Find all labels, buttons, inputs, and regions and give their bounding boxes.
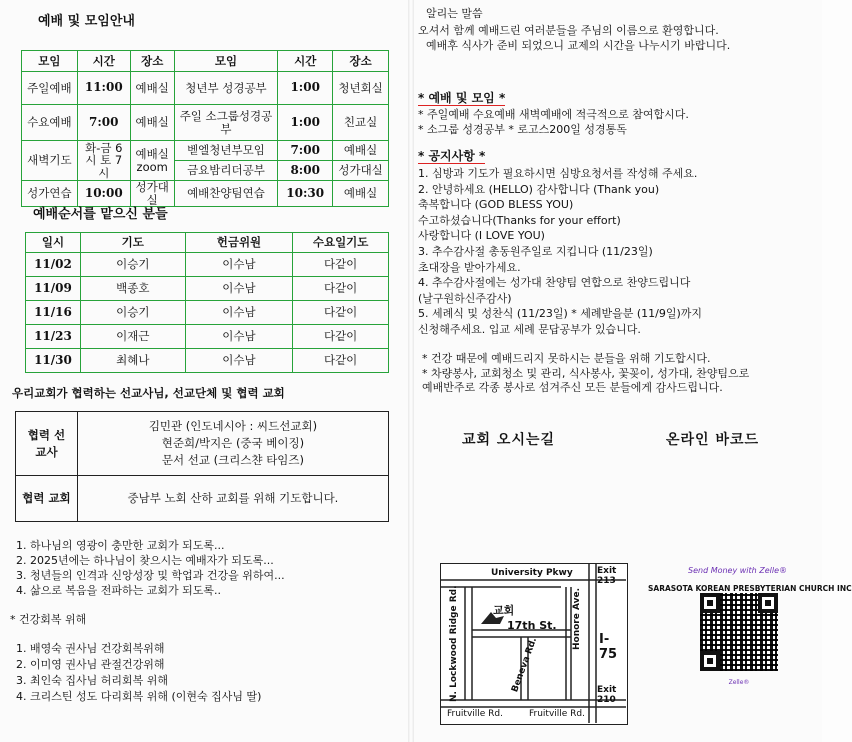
map-label: Exit 213	[597, 566, 617, 586]
service-header: 모임	[174, 51, 278, 72]
cell: 예배실	[130, 72, 174, 105]
cell: 이수남	[185, 349, 293, 373]
table-row	[22, 141, 389, 161]
cell: 벧엘청년부모임	[174, 141, 278, 161]
mission-table	[15, 411, 389, 522]
table-row	[22, 72, 389, 105]
order-header: 수요일기도	[293, 233, 389, 253]
cell: 다같이	[293, 301, 389, 325]
list-item: 3. 최인숙 집사님 허리회복 위해	[16, 674, 168, 687]
list-item: 2. 이미영 권사님 관절건강위해	[16, 658, 165, 671]
map-label: Honore Ave.	[572, 587, 583, 651]
list-item: 예배반주로 각종 봉사로 섬겨주신 모든 분들에게 감사드립니다.	[422, 381, 723, 394]
cell: 다같이	[293, 277, 389, 301]
welcome-text	[418, 23, 730, 53]
cell: 10:30	[278, 181, 333, 207]
order-title: 예배순서를 맡으신 분들	[33, 207, 168, 222]
cell: 청년회실	[333, 72, 389, 105]
service-table	[21, 50, 389, 207]
map-label: Fruitville Rd.	[529, 709, 586, 719]
cell: 최혜나	[80, 349, 185, 373]
zelle-church: SARASOTA KOREAN PRESBYTERIAN CHURCH INC	[648, 584, 852, 593]
list-item: 2. 2025년에는 하나님이 찾으시는 예배자가 되도록...	[16, 554, 274, 567]
health-list	[16, 641, 261, 705]
worship-title-text: * 예배 및 모임 *	[418, 91, 506, 105]
worship-title	[418, 89, 505, 106]
list-item: * 주일예배 수요예배 새벽예배에 적극적으로 참여합시다.	[418, 108, 689, 121]
order-header: 헌금위원	[185, 233, 293, 253]
map-label: Beneva Rd.	[510, 636, 540, 694]
left-page	[0, 0, 408, 742]
qr-finder	[758, 593, 778, 613]
notice2-title-text: * 공지사항 *	[418, 149, 486, 163]
list-item: * 건강 때문에 예배드리지 못하시는 분들을 위해 기도합시다.	[422, 352, 711, 365]
mission-label: 협력 교회	[16, 476, 78, 522]
order-table	[25, 232, 389, 373]
welcome-line: 오셔서 함께 예배드린 여러분들을 주님의 이름으로 환영합니다.	[418, 24, 719, 37]
service-header: 시간	[77, 51, 130, 72]
table-row	[16, 476, 389, 522]
list-item: * 차량봉사, 교회청소 및 관리, 식사봉사, 꽃꽂이, 성가대, 찬양팀으로	[422, 366, 750, 380]
list-item: 신청해주세요. 입교 세례 문답공부가 있습니다.	[418, 322, 641, 336]
service-title: 예배 및 모임안내	[38, 14, 135, 29]
cell: 성가대실	[333, 161, 389, 181]
cell: 10:00	[77, 181, 130, 207]
cell: 새벽기도	[22, 141, 78, 181]
cell: 수요예배	[22, 105, 78, 141]
cell: 청년부 성경공부	[174, 72, 278, 105]
list-item: 2. 안녕하세요 (HELLO) 감사합니다 (Thank you)	[418, 182, 660, 196]
list-item: 사랑합니다 (I LOVE YOU)	[418, 229, 545, 243]
table-row	[26, 325, 389, 349]
list-item: (날구원하신주감사)	[418, 291, 512, 305]
cell: 화-금 6시 토 7시	[77, 141, 130, 181]
cell: 이수남	[185, 277, 293, 301]
zelle-send: Send Money with Zelle®	[688, 566, 788, 575]
list-item: 3. 청년들의 인격과 신앙성장 및 학업과 건강을 위하여...	[16, 569, 285, 582]
cell: 성가대실	[130, 181, 174, 207]
cell: 예배찬양팀연습	[174, 181, 278, 207]
list-item: 수고하셨습니다(Thanks for your effort)	[418, 213, 621, 227]
cell: 친교실	[333, 105, 389, 141]
cell: 11/16	[26, 301, 81, 325]
health-title: * 건강회복 위해	[10, 613, 87, 626]
welcome-line: 예배후 식사가 준비 되었으니 교제의 시간을 나누시기 바랍니다.	[426, 39, 731, 52]
list-item: 1. 하나님의 영광이 충만한 교회가 되도록...	[16, 539, 225, 552]
qr-code-icon	[700, 593, 778, 671]
mission-label: 협력 선교사	[16, 412, 78, 476]
qr-finder	[700, 593, 720, 613]
table-row	[16, 412, 389, 476]
cell: 11/23	[26, 325, 81, 349]
qr-finder	[700, 651, 720, 671]
table-row	[26, 349, 389, 373]
cell: 백종호	[80, 277, 185, 301]
map-label: 교회	[493, 604, 515, 617]
cell: 다같이	[293, 253, 389, 277]
mission-line: 현준희/박지은 (중국 베이징)	[161, 436, 305, 451]
table-row	[26, 277, 389, 301]
cell: 예배실	[333, 141, 389, 161]
list-item: 축복합니다 (GOD BLESS YOU)	[418, 198, 574, 212]
map-label: Exit 210	[597, 685, 617, 705]
list-item: * 소그룹 성경공부 * 로고스200일 성경통독	[418, 123, 627, 136]
directions-title: 교회 오시는길	[462, 432, 556, 448]
zelle-qr-code	[700, 593, 778, 695]
barcode-title: 온라인 바코드	[666, 432, 760, 448]
cell: 1:00	[278, 105, 333, 141]
cell: 8:00	[278, 161, 333, 181]
mission-line: 문서 선교 (크리스챤 타임즈)	[161, 452, 305, 467]
cell: 11:00	[77, 72, 130, 105]
cell: 예배실	[130, 105, 174, 141]
map-label: 17th St.	[507, 619, 557, 632]
cell: 금요밤리더공부	[174, 161, 278, 181]
cell: 예배실	[333, 181, 389, 207]
cell: 11/02	[26, 253, 81, 277]
table-row	[22, 105, 389, 141]
map-label: N. Lockwood Ridge Rd.	[449, 585, 459, 702]
map-label: Fruitville Rd.	[447, 709, 504, 719]
cell: 11/30	[26, 349, 81, 373]
service-header: 모임	[22, 51, 78, 72]
map-label: University Pkwy	[491, 568, 573, 578]
cell: 이승기	[80, 253, 185, 277]
cell: 다같이	[293, 349, 389, 373]
extra-list	[422, 352, 749, 396]
map-label: I-75	[599, 632, 618, 662]
cell: 주일예배	[22, 72, 78, 105]
notice-title: 알리는 말씀	[426, 7, 483, 20]
cell: 7:00	[77, 105, 130, 141]
prayer-list	[16, 538, 285, 598]
worship-list	[418, 107, 689, 137]
mission-line: 중남부 노회 산하 교회를 위해 기도합니다.	[77, 476, 388, 522]
notice2-title	[418, 147, 485, 164]
list-item: 4. 삶으로 복음을 전파하는 교회가 되도록..	[16, 584, 221, 597]
table-row	[26, 253, 389, 277]
list-item: 3. 추수감사절 총동원주일로 지킵니다 (11/23일)	[418, 244, 653, 258]
service-header: 장소	[333, 51, 389, 72]
list-item: 4. 크리스틴 성도 다리회복 위해 (이현숙 집사님 딸)	[16, 690, 262, 703]
cell: 다같이	[293, 325, 389, 349]
cell: 이재근	[80, 325, 185, 349]
cell: 11/09	[26, 277, 81, 301]
cell: 이승기	[80, 301, 185, 325]
mission-title: 우리교회가 협력하는 선교사님, 선교단체 및 협력 교회	[12, 386, 285, 400]
notice-list	[418, 166, 702, 338]
mission-line: 김민관 (인도네시아 : 씨드선교회)	[148, 419, 318, 434]
cell: 이수남	[185, 301, 293, 325]
service-header: 장소	[130, 51, 174, 72]
service-header: 시간	[278, 51, 333, 72]
list-item: 초대장을 받아가세요.	[418, 260, 521, 274]
list-item: 5. 세례식 및 성찬식 (11/23일) * 세례받을분 (11/9일)까지	[418, 307, 703, 321]
list-item: 1. 배영숙 권사님 건강회복위해	[16, 642, 165, 655]
order-header: 일시	[26, 233, 81, 253]
church-map	[440, 563, 628, 725]
cell: 주일 소그룹성경공부	[174, 105, 278, 141]
order-header: 기도	[80, 233, 185, 253]
cell: 1:00	[278, 72, 333, 105]
list-item: 1. 심방과 기도가 필요하시면 심방요청서를 작성해 주세요.	[418, 167, 698, 180]
cell: 성가연습	[22, 181, 78, 207]
zelle-small: Zelle®	[728, 679, 750, 686]
cell: 이수남	[185, 325, 293, 349]
cell: 예배실 zoom	[130, 141, 174, 181]
cell: 7:00	[278, 141, 333, 161]
list-item: 4. 추수감사절에는 성가대 찬양팀 연합으로 찬양드립니다	[418, 276, 691, 290]
table-row	[26, 301, 389, 325]
cell: 이수남	[185, 253, 293, 277]
